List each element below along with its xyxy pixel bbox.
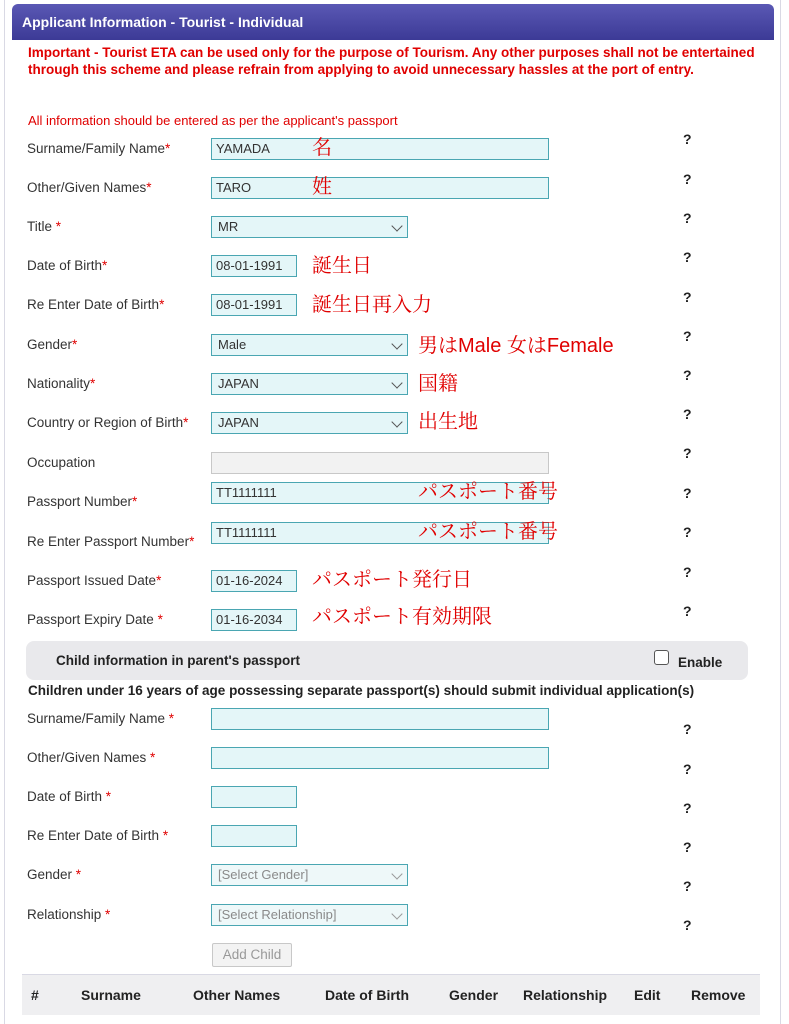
child-surname-input[interactable] [211,708,549,730]
title-select-value: MR [218,219,239,234]
given-names-label: Other/Given Names* [27,180,152,195]
enable-checkbox[interactable] [654,650,669,665]
section-header: Applicant Information - Tourist - Individual [12,4,774,40]
required-mark: * [165,141,171,156]
passport-note: All information should be entered as per the applicant's passport [28,113,398,128]
nationality-select-value: JAPAN [218,376,259,391]
child-relationship-select[interactable] [211,904,408,926]
child-section-title: Child information in parent's passport [56,653,300,668]
passport-number-annotation: パスポート番号 [418,481,558,503]
child-surname-label: Surname/Family Name * [27,711,175,726]
column-header-gender: Gender [449,987,499,1003]
passport-number-input[interactable]: TT1111111 [211,482,549,504]
child-gender-placeholder: [Select Gender] [218,867,309,882]
dob-confirm-input[interactable]: 08-01-1991 [211,294,297,316]
country-of-birth-annotation: 出生地 [418,411,478,433]
required-mark: * [72,337,78,352]
required-mark: * [159,297,165,312]
dob-confirm-help-icon[interactable]: ? [683,289,692,305]
occupation-help-icon[interactable]: ? [683,445,692,461]
child-dob-label: Date of Birth * [27,789,112,804]
passport-issued-help-icon[interactable]: ? [683,564,692,580]
given-names-input[interactable]: TARO [211,177,549,199]
country-of-birth-select-value: JAPAN [218,415,259,430]
gender-select[interactable] [211,334,408,356]
required-mark: * [105,789,112,804]
required-mark: * [102,258,108,273]
occupation-label: Occupation [27,455,96,470]
children-note: Children under 16 years of age possessing separate passport(s) should submit individual application(s) [28,683,695,698]
title-label: Title * [27,219,62,234]
required-mark: * [132,494,138,509]
nationality-select[interactable] [211,373,408,395]
column-header-other-names: Other Names [193,987,281,1003]
important-notice: Important - Tourist ETA can be used only for the purpose of Tourism. Any other purposes shall not be entertained through this scheme and please refrain from applying to avoid unnecessary hassles at the port of entry. [28,45,755,77]
dob-help-icon[interactable]: ? [683,249,692,265]
child-gender-help-icon[interactable]: ? [683,878,692,894]
passport-expiry-label: Passport Expiry Date * [27,612,163,627]
child-dob-help-icon[interactable]: ? [683,800,692,816]
nationality-label: Nationality* [27,376,96,391]
passport-number-confirm-annotation: パスポート番号 [418,521,558,543]
passport-issued-input[interactable]: 01-16-2024 [211,570,297,592]
title-select[interactable] [211,216,408,238]
child-section-bar [26,641,748,680]
surname-input[interactable]: YAMADA [211,138,549,160]
given-names-annotation: 姓 [312,176,332,198]
passport-number-confirm-help-icon[interactable]: ? [683,524,692,540]
child-surname-help-icon[interactable]: ? [683,721,692,737]
child-relationship-label: Relationship * [27,907,111,922]
passport-number-label: Passport Number* [27,494,138,509]
column-header-dob: Date of Birth [325,987,409,1003]
required-mark: * [75,867,82,882]
dob-confirm-annotation: 誕生日再入力 [312,294,432,316]
child-relationship-help-icon[interactable]: ? [683,917,692,933]
chevron-down-icon [391,220,402,231]
passport-expiry-help-icon[interactable]: ? [683,603,692,619]
surname-label: Surname/Family Name* [27,141,171,156]
gender-annotation: 男はMale 女はFemale [418,335,614,357]
nationality-annotation: 国籍 [418,373,458,395]
required-mark: * [183,415,189,430]
dob-input[interactable]: 08-01-1991 [211,255,297,277]
enable-label[interactable]: Enable [678,655,723,670]
column-header-surname: Surname [81,987,141,1003]
passport-issued-annotation: パスポート発行日 [312,569,472,591]
nationality-help-icon[interactable]: ? [683,367,692,383]
required-mark: * [150,750,156,765]
child-given-names-help-icon[interactable]: ? [683,761,692,777]
chevron-down-icon [391,416,402,427]
child-dob-input[interactable] [211,786,297,808]
required-mark: * [90,376,96,391]
dob-label: Date of Birth* [27,258,108,273]
given-names-help-icon[interactable]: ? [683,171,692,187]
required-mark: * [189,534,195,549]
title-help-icon[interactable]: ? [683,210,692,226]
child-gender-label: Gender * [27,867,82,882]
passport-number-confirm-input[interactable]: TT1111111 [211,522,549,544]
child-given-names-label: Other/Given Names * [27,750,156,765]
passport-expiry-annotation: パスポート有効期限 [312,606,492,628]
child-dob-confirm-help-icon[interactable]: ? [683,839,692,855]
column-header-relationship: Relationship [523,987,608,1003]
add-child-button[interactable]: Add Child [212,943,292,967]
required-mark: * [105,907,111,922]
chevron-down-icon [391,377,402,388]
chevron-down-icon [391,908,402,919]
child-dob-confirm-input[interactable] [211,825,297,847]
required-mark: * [162,828,169,843]
passport-number-confirm-label: Re Enter Passport Number* [27,534,195,549]
surname-annotation: 名 [312,137,332,159]
country-of-birth-select[interactable] [211,412,408,434]
column-header-remove: Remove [691,987,746,1003]
gender-select-value: Male [218,337,247,352]
child-relationship-placeholder: [Select Relationship] [218,907,337,922]
required-mark: * [168,711,175,726]
required-mark: * [156,573,162,588]
passport-expiry-input[interactable]: 01-16-2034 [211,609,297,631]
child-gender-select[interactable] [211,864,408,886]
dob-confirm-label: Re Enter Date of Birth* [27,297,165,312]
column-header-number: # [31,987,39,1003]
required-mark: * [146,180,152,195]
country-of-birth-label: Country or Region of Birth* [27,415,189,430]
passport-issued-label: Passport Issued Date* [27,573,162,588]
chevron-down-icon [391,338,402,349]
required-mark: * [55,219,62,234]
gender-help-icon[interactable]: ? [683,328,692,344]
occupation-input[interactable] [211,452,549,474]
country-of-birth-help-icon[interactable]: ? [683,406,692,422]
dob-annotation: 誕生日 [312,255,372,277]
passport-number-help-icon[interactable]: ? [683,485,692,501]
column-header-edit: Edit [634,987,661,1003]
chevron-down-icon [391,868,402,879]
child-dob-confirm-label: Re Enter Date of Birth * [27,828,169,843]
child-given-names-input[interactable] [211,747,549,769]
required-mark: * [157,612,163,627]
surname-help-icon[interactable]: ? [683,131,692,147]
gender-label: Gender* [27,337,78,352]
children-table-header [22,974,760,1015]
